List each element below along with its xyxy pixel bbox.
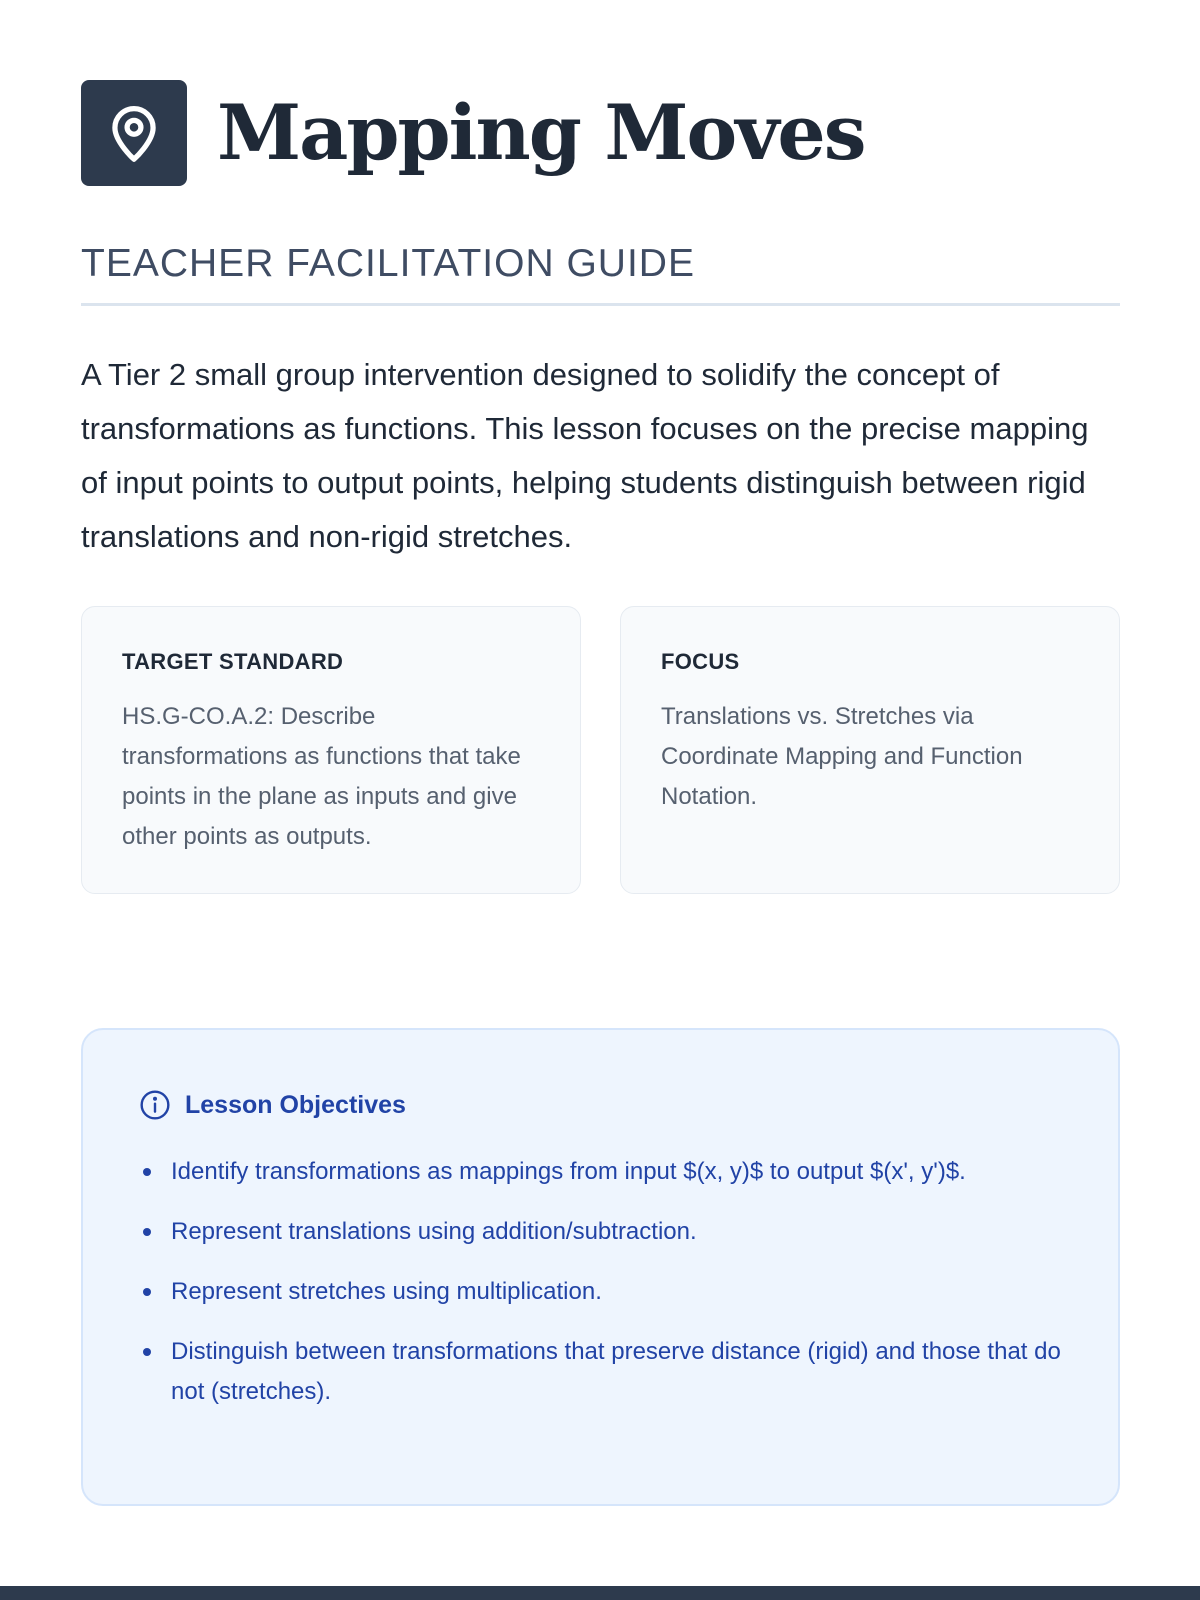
objective-text: Distinguish between transformations that preserve distance (rigid) and those that do not (stretches).: [171, 1338, 1061, 1405]
objectives-list: [139, 1152, 1062, 1412]
footer-bar: [0, 1586, 1200, 1600]
objective-item: [139, 1152, 1062, 1192]
lesson-objectives-box: [81, 1028, 1120, 1506]
objective-item: [139, 1332, 1062, 1412]
page-title: Mapping Moves: [217, 88, 865, 177]
objective-text: Identify transformations as mappings from input $(x, y)$ to output $(x', y')$.: [171, 1158, 966, 1185]
target-standard-text: HS.G-CO.A.2: Describe transformations as functions that take points in the plane as inputs and give other points as outputs.: [122, 703, 521, 850]
info-icon: [139, 1089, 171, 1121]
bullet-icon: [143, 1228, 151, 1236]
objective-item: [139, 1212, 1062, 1252]
objective-text: Represent stretches using multiplication.: [171, 1278, 602, 1305]
bullet-icon: [143, 1348, 151, 1356]
map-pin-icon: [105, 102, 163, 164]
page-subtitle: TEACHER FACILITATION GUIDE: [81, 244, 1120, 306]
focus-label: FOCUS: [661, 649, 740, 674]
focus-text: Translations vs. Stretches via Coordinate Mapping and Function Notation.: [661, 703, 1023, 810]
bullet-icon: [143, 1288, 151, 1296]
page-header: [81, 80, 1120, 186]
bullet-icon: [143, 1168, 151, 1176]
target-standard-card: [81, 606, 581, 894]
logo-badge: [81, 80, 187, 186]
objective-text: Represent translations using addition/subtraction.: [171, 1218, 697, 1245]
intro-paragraph: A Tier 2 small group intervention designed to solidify the concept of transformations as functions. This lesson focuses on the precise mapping of input points to output points, helping students distinguish between rigid translations and non-rigid stretches.: [81, 357, 1089, 554]
guide-page: [81, 80, 1120, 1405]
focus-card: [620, 606, 1120, 894]
objectives-title: Lesson Objectives: [185, 1090, 406, 1119]
objective-item: [139, 1272, 1062, 1312]
objectives-header: [139, 1088, 1062, 1122]
info-cards: [81, 606, 1120, 894]
target-standard-label: TARGET STANDARD: [122, 649, 344, 674]
